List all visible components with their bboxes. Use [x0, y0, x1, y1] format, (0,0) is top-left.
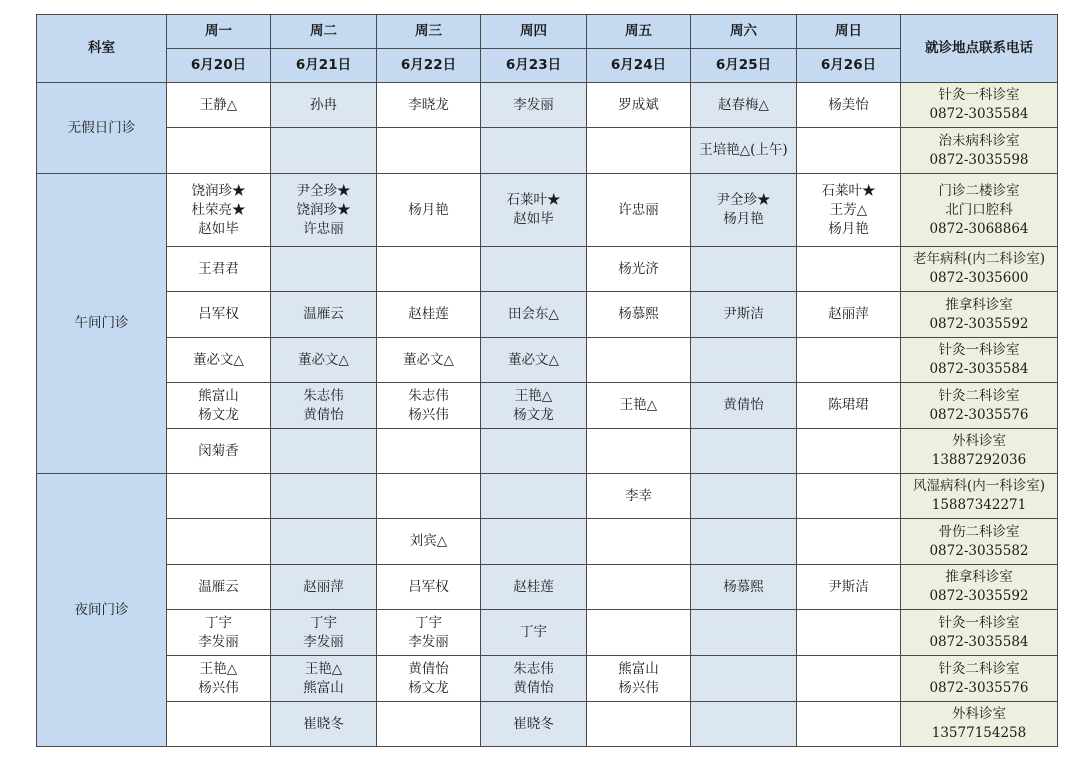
doctor-name: 尹斯洁 — [723, 306, 764, 322]
phone-number: 0872-3035592 — [929, 315, 1029, 332]
doctor-name: 杨兴伟 — [618, 679, 659, 696]
doctor-name: 陈珺珺 — [828, 397, 869, 413]
doctor-cell — [481, 383, 587, 429]
doctor-cell — [797, 610, 901, 656]
doctor-name: 孙冉 — [310, 96, 337, 113]
doctor-cell — [587, 474, 691, 519]
doctor-cell — [167, 338, 271, 383]
schedule-row — [37, 429, 1058, 474]
doctor-name: 尹全珍★ — [716, 192, 771, 208]
doctor-name: 刘宾△ — [409, 533, 448, 549]
doctor-name: 崔晓冬 — [513, 715, 554, 732]
doctor-cell — [167, 519, 271, 565]
doctor-cell — [481, 247, 587, 292]
clinic-room: 北门口腔科 — [945, 201, 1013, 218]
location-cell — [901, 292, 1058, 338]
doctor-name: 杨文龙 — [513, 406, 554, 423]
location-cell — [901, 383, 1058, 429]
doctor-cell — [271, 292, 377, 338]
location-cell — [901, 656, 1058, 702]
doctor-cell — [167, 565, 271, 610]
schedule-row — [37, 292, 1058, 338]
doctor-name: 赵丽萍 — [828, 306, 869, 322]
doctor-name: 熊富山 — [198, 387, 239, 404]
doctor-name: 饶润珍★ — [296, 201, 351, 218]
doctor-cell — [691, 565, 797, 610]
location-cell — [901, 128, 1058, 174]
doctor-name: 温雁云 — [303, 306, 344, 322]
doctor-name: 李晓龙 — [408, 96, 449, 113]
doctor-cell — [481, 429, 587, 474]
doctor-name: 杨兴伟 — [408, 406, 449, 423]
doctor-name: 黄倩怡 — [513, 679, 554, 696]
clinic-room: 推拿科诊室 — [945, 296, 1013, 313]
doctor-cell — [377, 656, 481, 702]
doctor-name: 王静△ — [199, 96, 238, 113]
doctor-cell — [377, 702, 481, 747]
doctor-name: 杨月艳 — [408, 201, 449, 218]
doctor-name: 丁宇 — [310, 614, 337, 631]
doctor-name: 崔晓冬 — [303, 715, 344, 732]
doctor-name: 王艳△ — [199, 660, 238, 677]
doctor-cell — [691, 519, 797, 565]
doctor-name: 田会东△ — [508, 306, 559, 322]
header-row-weekdays — [37, 15, 1058, 49]
doctor-name: 董必文△ — [403, 351, 454, 368]
doctor-name: 温雁云 — [198, 578, 239, 595]
session-name: 夜间门诊 — [37, 474, 167, 747]
doctor-name: 石莱叶★ — [821, 182, 876, 199]
phone-number: 0872-3035576 — [929, 679, 1029, 696]
doctor-cell — [271, 174, 377, 247]
phone-number: 13887292036 — [931, 452, 1027, 468]
doctor-name: 杨慕熙 — [618, 306, 659, 322]
doctor-cell — [167, 83, 271, 128]
doctor-name: 王艳△ — [514, 387, 553, 404]
header-weekday: 周四 — [481, 15, 587, 49]
header-weekday: 周一 — [167, 15, 271, 49]
doctor-cell — [167, 383, 271, 429]
doctor-cell — [167, 656, 271, 702]
location-cell — [901, 474, 1058, 519]
header-date: 6月21日 — [271, 49, 377, 83]
doctor-name: 董必文△ — [298, 351, 349, 368]
doctor-cell — [587, 338, 691, 383]
doctor-cell — [167, 128, 271, 174]
location-cell — [901, 83, 1058, 128]
doctor-cell — [377, 128, 481, 174]
doctor-cell — [797, 383, 901, 429]
doctor-cell — [167, 474, 271, 519]
location-cell — [901, 610, 1058, 656]
header-date: 6月23日 — [481, 49, 587, 83]
doctor-cell — [691, 610, 797, 656]
doctor-name: 尹斯洁 — [828, 578, 869, 595]
doctor-name: 朱志伟 — [408, 387, 449, 404]
location-cell — [901, 429, 1058, 474]
doctor-cell — [377, 565, 481, 610]
doctor-cell — [797, 174, 901, 247]
schedule-row — [37, 174, 1058, 247]
doctor-cell — [481, 292, 587, 338]
doctor-cell — [797, 474, 901, 519]
doctor-cell — [691, 174, 797, 247]
doctor-name: 石莱叶★ — [506, 192, 561, 208]
doctor-cell — [167, 610, 271, 656]
clinic-room: 外科诊室 — [952, 706, 1006, 722]
doctor-name: 朱志伟 — [513, 660, 554, 677]
doctor-cell — [271, 610, 377, 656]
doctor-cell — [377, 174, 481, 247]
doctor-cell — [481, 338, 587, 383]
doctor-name: 杜荣亮★ — [191, 201, 246, 218]
doctor-cell — [481, 128, 587, 174]
doctor-cell — [377, 247, 481, 292]
doctor-cell — [797, 656, 901, 702]
header-date: 6月24日 — [587, 49, 691, 83]
doctor-cell — [377, 519, 481, 565]
doctor-cell — [481, 565, 587, 610]
phone-number: 0872-3035598 — [929, 151, 1029, 168]
doctor-cell — [587, 174, 691, 247]
schedule-row — [37, 519, 1058, 565]
location-cell — [901, 338, 1058, 383]
doctor-cell — [691, 83, 797, 128]
clinic-room: 针灸一科诊室 — [938, 87, 1020, 103]
schedule-row — [37, 128, 1058, 174]
header-date: 6月20日 — [167, 49, 271, 83]
schedule-row — [37, 474, 1058, 519]
doctor-cell — [587, 610, 691, 656]
doctor-name: 杨慕熙 — [723, 578, 764, 595]
doctor-cell — [377, 474, 481, 519]
doctor-cell — [271, 519, 377, 565]
session-name: 无假日门诊 — [37, 83, 167, 174]
schedule-row — [37, 338, 1058, 383]
doctor-cell — [797, 702, 901, 747]
doctor-cell — [797, 429, 901, 474]
doctor-cell — [271, 565, 377, 610]
doctor-cell — [167, 429, 271, 474]
doctor-cell — [481, 656, 587, 702]
doctor-cell — [271, 247, 377, 292]
doctor-name: 李发丽 — [303, 633, 344, 650]
doctor-cell — [691, 292, 797, 338]
clinic-schedule-table — [36, 14, 1058, 747]
header-weekday: 周三 — [377, 15, 481, 49]
doctor-cell — [797, 247, 901, 292]
schedule-row — [37, 83, 1058, 128]
schedule-row — [37, 383, 1058, 429]
doctor-cell — [481, 702, 587, 747]
doctor-name: 黄倩怡 — [408, 660, 449, 677]
doctor-cell — [587, 656, 691, 702]
phone-number: 0872-3068864 — [929, 220, 1029, 237]
doctor-cell — [271, 338, 377, 383]
doctor-cell — [587, 292, 691, 338]
header-dept: 科室 — [37, 15, 167, 83]
doctor-name: 杨文龙 — [408, 679, 449, 696]
phone-number: 0872-3035600 — [929, 270, 1029, 286]
header-date: 6月25日 — [691, 49, 797, 83]
doctor-name: 赵桂莲 — [513, 578, 554, 595]
doctor-cell — [691, 128, 797, 174]
doctor-name: 董必文△ — [508, 351, 559, 368]
clinic-room: 门诊二楼诊室 — [938, 182, 1020, 199]
doctor-cell — [271, 83, 377, 128]
doctor-cell — [587, 702, 691, 747]
doctor-cell — [797, 292, 901, 338]
doctor-name: 熊富山 — [303, 679, 344, 696]
doctor-cell — [271, 429, 377, 474]
phone-number: 15887342271 — [931, 497, 1027, 513]
doctor-name: 黄倩怡 — [303, 406, 344, 423]
clinic-room: 针灸一科诊室 — [938, 614, 1020, 631]
doctor-name: 朱志伟 — [303, 387, 344, 404]
header-weekday: 周五 — [587, 15, 691, 49]
doctor-cell — [797, 128, 901, 174]
location-cell — [901, 174, 1058, 247]
doctor-cell — [377, 83, 481, 128]
doctor-cell — [271, 474, 377, 519]
doctor-cell — [691, 429, 797, 474]
doctor-cell — [377, 429, 481, 474]
doctor-cell — [587, 429, 691, 474]
doctor-name: 赵丽萍 — [303, 578, 344, 595]
doctor-cell — [797, 338, 901, 383]
doctor-cell — [377, 338, 481, 383]
doctor-cell — [691, 247, 797, 292]
doctor-name: 吕军权 — [408, 578, 449, 595]
doctor-cell — [167, 247, 271, 292]
doctor-cell — [167, 174, 271, 247]
doctor-cell — [481, 83, 587, 128]
doctor-cell — [167, 702, 271, 747]
clinic-room: 骨伤二科诊室 — [938, 523, 1020, 540]
schedule-row — [37, 247, 1058, 292]
doctor-name: 杨文龙 — [198, 406, 239, 423]
phone-number: 0872-3035584 — [929, 361, 1029, 377]
doctor-name: 杨美怡 — [828, 96, 869, 113]
doctor-cell — [481, 519, 587, 565]
doctor-name: 赵桂莲 — [408, 306, 449, 322]
clinic-room: 针灸一科诊室 — [938, 342, 1020, 358]
doctor-name: 丁宇 — [205, 614, 232, 631]
clinic-room: 推拿科诊室 — [945, 569, 1013, 585]
doctor-cell — [797, 83, 901, 128]
clinic-room: 针灸二科诊室 — [938, 660, 1020, 677]
doctor-cell — [587, 519, 691, 565]
clinic-room: 外科诊室 — [952, 433, 1006, 449]
doctor-cell — [377, 383, 481, 429]
doctor-cell — [377, 610, 481, 656]
doctor-cell — [587, 565, 691, 610]
header-weekday: 周六 — [691, 15, 797, 49]
doctor-cell — [481, 174, 587, 247]
doctor-name: 王艳△ — [619, 397, 658, 413]
doctor-cell — [587, 247, 691, 292]
doctor-cell — [691, 702, 797, 747]
doctor-name: 杨月艳 — [723, 211, 764, 227]
doctor-cell — [691, 338, 797, 383]
schedule-row — [37, 610, 1058, 656]
doctor-name: 吕军权 — [198, 306, 239, 322]
clinic-room: 治未病科诊室 — [938, 132, 1020, 149]
doctor-cell — [587, 383, 691, 429]
doctor-name: 董必文△ — [193, 351, 244, 368]
doctor-name: 饶润珍★ — [191, 182, 246, 199]
doctor-name: 王芳△ — [829, 201, 868, 218]
doctor-name: 罗成斌 — [618, 96, 659, 113]
doctor-name: 赵如毕 — [198, 220, 239, 237]
header-location: 就诊地点联系电话 — [901, 15, 1058, 83]
doctor-name: 王培艳△(上午) — [699, 142, 788, 158]
location-cell — [901, 565, 1058, 610]
schedule-row — [37, 702, 1058, 747]
schedule-row — [37, 656, 1058, 702]
doctor-name: 闵菊香 — [198, 442, 239, 459]
doctor-name: 丁宇 — [520, 624, 547, 640]
doctor-cell — [271, 702, 377, 747]
doctor-cell — [797, 519, 901, 565]
phone-number: 0872-3035576 — [929, 406, 1029, 423]
doctor-name: 王艳△ — [304, 660, 343, 677]
location-cell — [901, 519, 1058, 565]
doctor-name: 王君君 — [198, 260, 239, 277]
doctor-name: 许忠丽 — [618, 201, 659, 218]
doctor-cell — [481, 474, 587, 519]
doctor-cell — [691, 656, 797, 702]
header-weekday: 周日 — [797, 15, 901, 49]
doctor-name: 李幸 — [625, 487, 652, 504]
phone-number: 13577154258 — [931, 725, 1027, 741]
session-name: 午间门诊 — [37, 174, 167, 474]
doctor-name: 丁宇 — [415, 614, 442, 631]
doctor-name: 杨兴伟 — [198, 679, 239, 696]
doctor-name: 尹全珍★ — [296, 182, 351, 199]
clinic-room: 风湿病科(内一科诊室) — [912, 478, 1046, 494]
doctor-cell — [691, 383, 797, 429]
schedule-row — [37, 565, 1058, 610]
header-date: 6月26日 — [797, 49, 901, 83]
doctor-cell — [271, 383, 377, 429]
header-weekday: 周二 — [271, 15, 377, 49]
header-date: 6月22日 — [377, 49, 481, 83]
phone-number: 0872-3035592 — [929, 588, 1029, 604]
doctor-name: 杨光济 — [618, 260, 659, 277]
doctor-name: 许忠丽 — [303, 220, 344, 237]
doctor-name: 杨月艳 — [828, 220, 869, 237]
location-cell — [901, 702, 1058, 747]
doctor-cell — [377, 292, 481, 338]
doctor-name: 李发丽 — [198, 633, 239, 650]
doctor-name: 赵如毕 — [513, 211, 554, 227]
location-cell — [901, 247, 1058, 292]
doctor-cell — [167, 292, 271, 338]
phone-number: 0872-3035584 — [929, 106, 1029, 122]
doctor-cell — [587, 128, 691, 174]
doctor-cell — [691, 474, 797, 519]
phone-number: 0872-3035582 — [929, 542, 1029, 559]
doctor-name: 熊富山 — [618, 660, 659, 677]
phone-number: 0872-3035584 — [929, 633, 1029, 650]
doctor-cell — [587, 83, 691, 128]
doctor-name: 李发丽 — [408, 633, 449, 650]
doctor-cell — [481, 610, 587, 656]
doctor-name: 赵春梅△ — [718, 96, 769, 113]
clinic-room: 针灸二科诊室 — [938, 387, 1020, 404]
clinic-room: 老年病科(内二科诊室) — [912, 251, 1046, 267]
doctor-name: 黄倩怡 — [723, 397, 764, 413]
doctor-cell — [797, 565, 901, 610]
doctor-name: 李发丽 — [513, 96, 554, 113]
doctor-cell — [271, 656, 377, 702]
doctor-cell — [271, 128, 377, 174]
